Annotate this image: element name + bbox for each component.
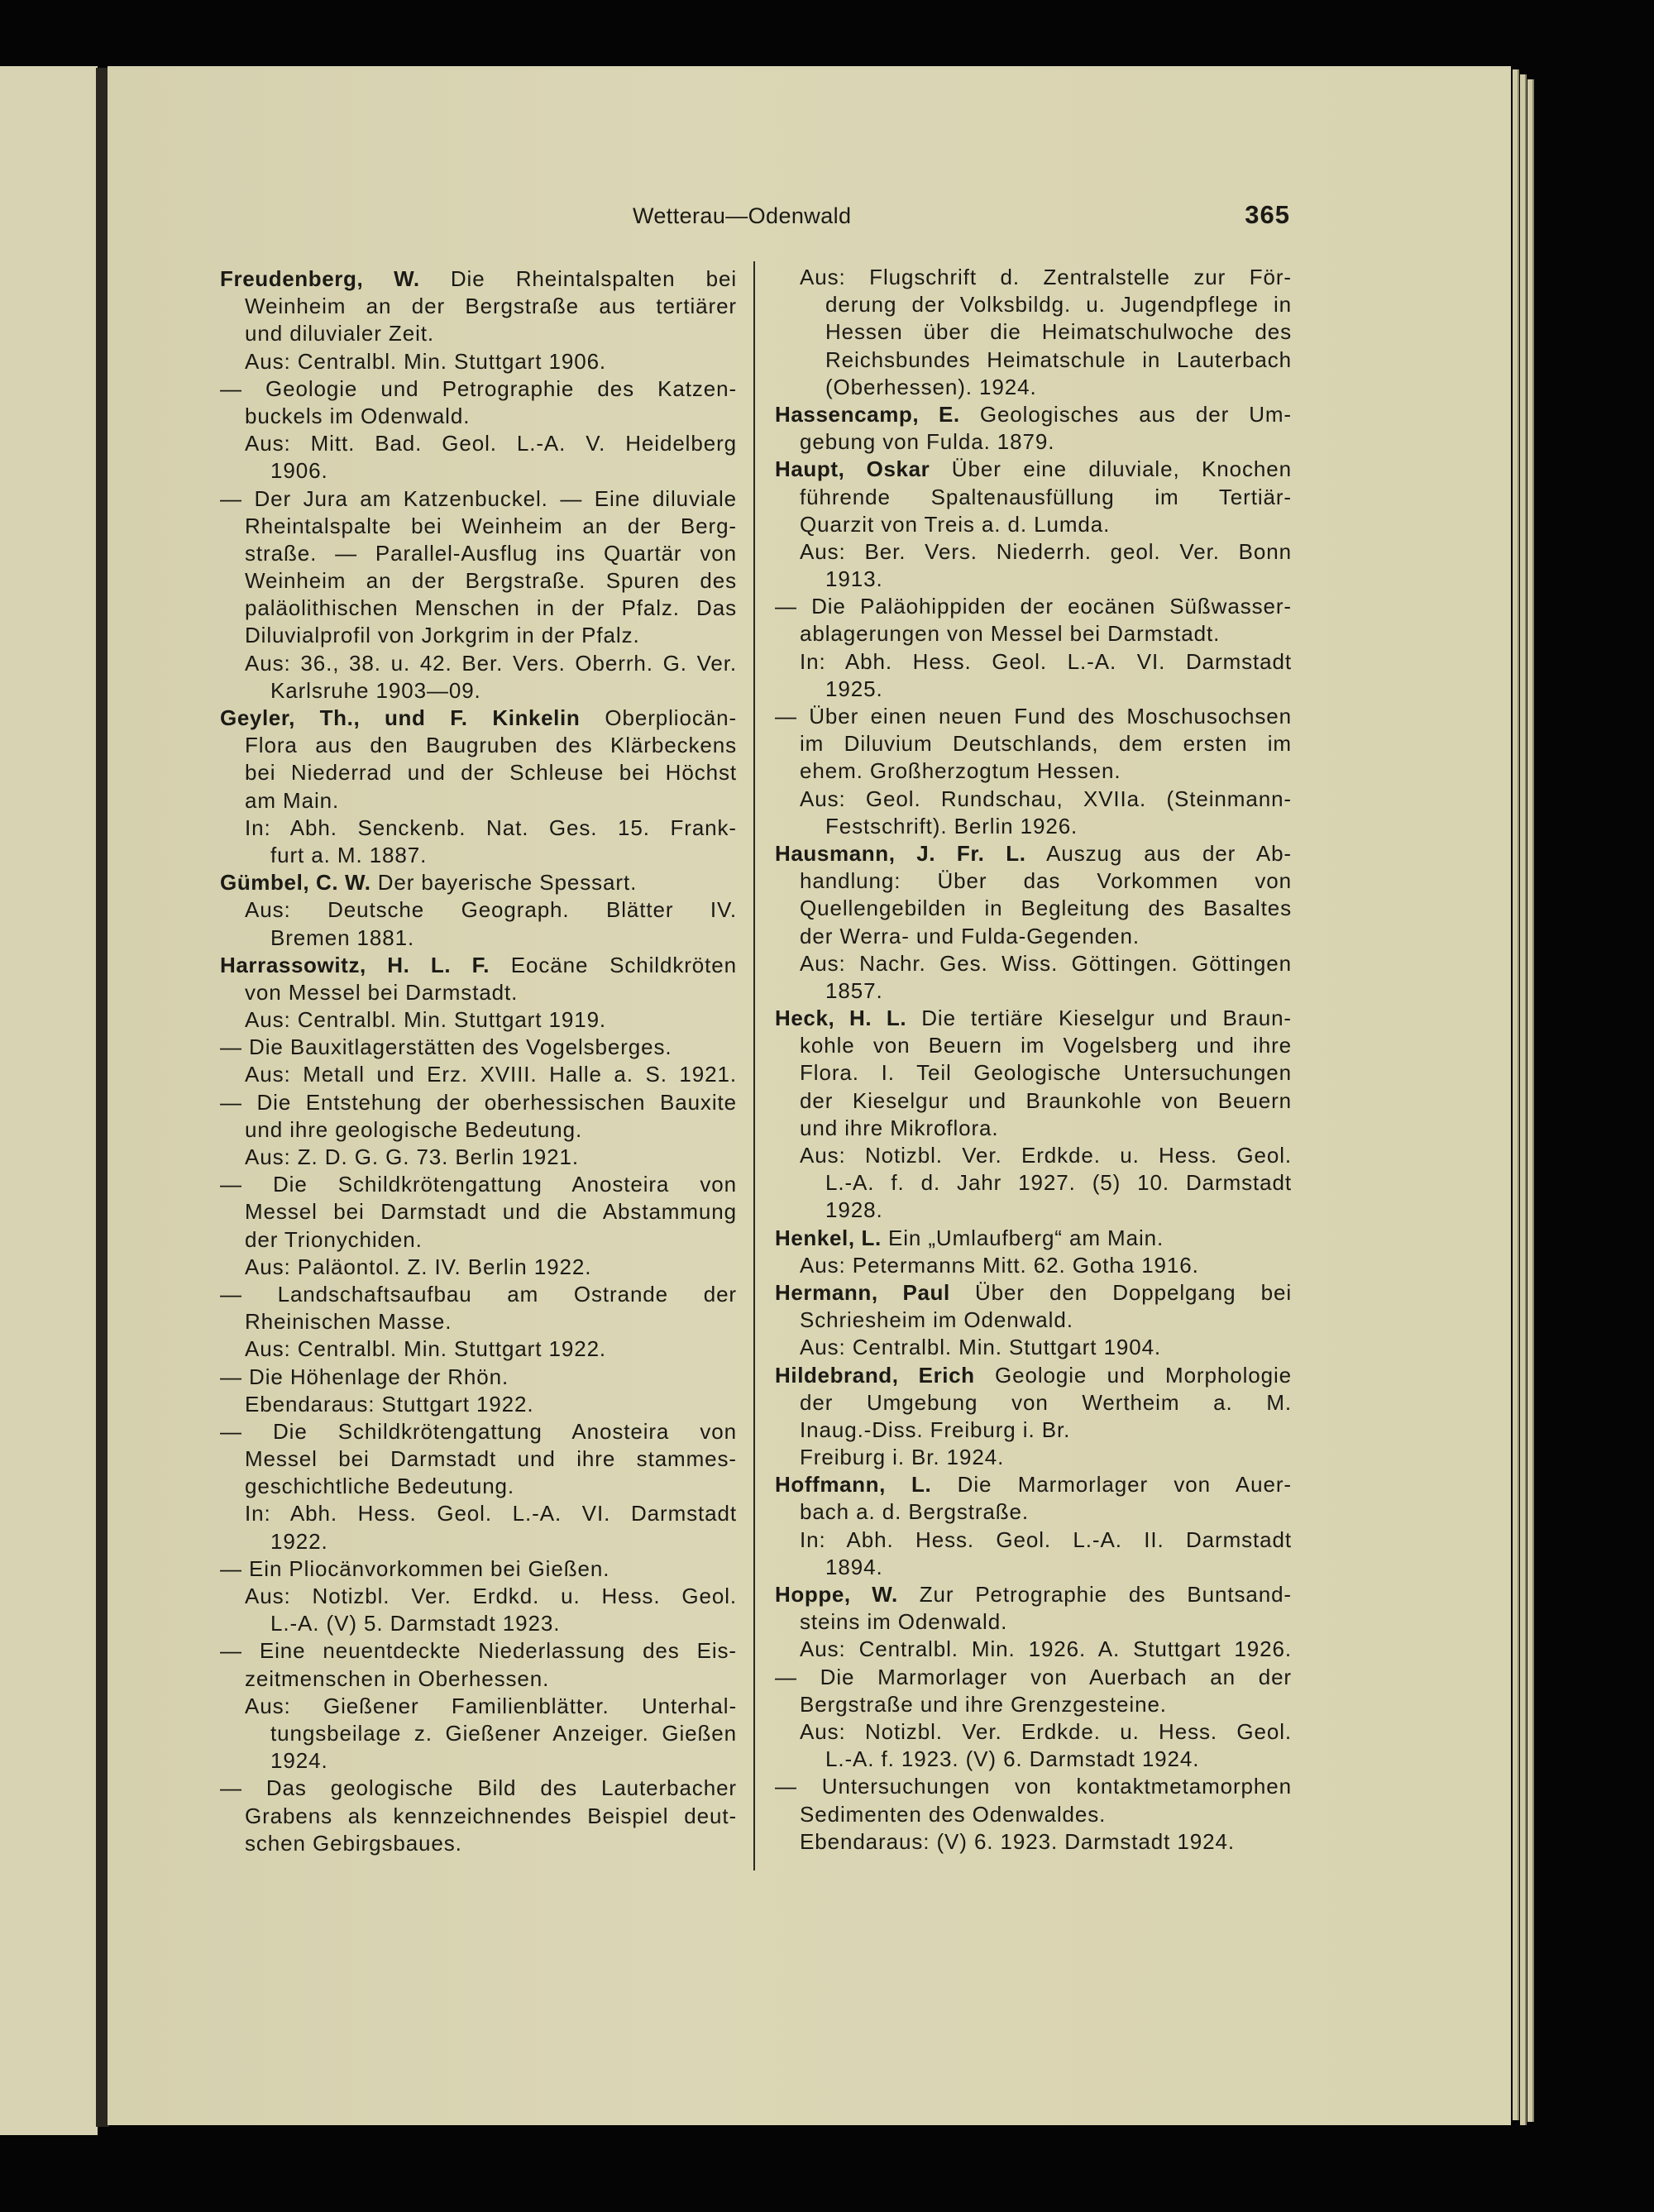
entry-text: Aus: Notizbl. Ver. Erdkd. u. Hess. Geol. xyxy=(245,1584,737,1608)
bibliography-continuation-line xyxy=(775,786,1292,813)
bibliography-entry-line xyxy=(775,703,1292,730)
bibliography-continuation-line xyxy=(220,1473,737,1500)
entry-text: bei Niederrad und der Schleuse bei Höchst xyxy=(245,760,737,786)
entry-text: geschichtliche Bedeutung. xyxy=(245,1474,515,1499)
entry-text: Aus: Centralbl. Min. Stuttgart 1906. xyxy=(245,348,607,374)
entry-text: ablagerungen von Messel bei Darmstadt. xyxy=(800,621,1221,647)
bibliography-continuation-line xyxy=(775,977,1292,1005)
bibliography-continuation-line xyxy=(775,1498,1292,1526)
bibliography-continuation-line xyxy=(220,1747,737,1775)
bibliography-continuation-line xyxy=(220,1144,737,1171)
entry-text: Flora. I. Teil Geologische Untersuchungen xyxy=(800,1060,1292,1086)
entry-text: Aus: Ber. Vers. Niederrh. geol. Ver. Bonn xyxy=(800,538,1292,564)
page-stack-edge xyxy=(1520,74,1527,2125)
entry-text: am Main. xyxy=(245,787,340,813)
bibliography-entry-line xyxy=(220,1364,737,1391)
entry-text: ehem. Großherzogtum Hessen. xyxy=(800,758,1121,784)
bibliography-continuation-line xyxy=(775,1526,1292,1554)
entry-text: straße. — Parallel-Ausflug ins Quartär von xyxy=(245,540,737,566)
author-name: Hausmann, J. Fr. L. xyxy=(775,840,1026,866)
entry-text: schen Gebirgsbaues. xyxy=(245,1830,462,1856)
entry-text: Diluvialprofil von Jorkgrim in der Pfalz. xyxy=(245,623,640,648)
bibliography-entry-line xyxy=(775,1581,1292,1608)
bibliography-continuation-line xyxy=(775,1032,1292,1059)
entry-text: Aus: Centralbl. Min. Stuttgart 1904. xyxy=(800,1335,1162,1360)
author-name: Henkel, L. xyxy=(775,1225,882,1250)
bibliography-continuation-line xyxy=(775,1307,1292,1334)
entry-text: L.-A. f. 1923. (V) 6. Darmstadt 1924. xyxy=(825,1746,1200,1772)
entry-text: — Untersuchungen von kontaktmetamorphen xyxy=(775,1774,1292,1799)
bibliography-continuation-line xyxy=(220,348,737,375)
entry-text: 1925. xyxy=(825,676,883,701)
bibliography-entry-line xyxy=(220,1171,737,1198)
entry-text: und ihre Mikroflora. xyxy=(800,1115,999,1140)
right-column xyxy=(775,264,1292,1856)
entry-text: Ebendaraus: (V) 6. 1923. Darmstadt 1924. xyxy=(800,1828,1235,1854)
entry-text: 1894. xyxy=(825,1554,883,1579)
author-name: Hermann, Paul xyxy=(775,1279,950,1305)
bibliography-continuation-line xyxy=(220,677,737,705)
bibliography-continuation-line xyxy=(775,867,1292,895)
entry-text: Weinheim an der Bergstraße. Spuren des xyxy=(245,568,737,594)
entry-text: Flora aus den Baugruben des Klärbeckens xyxy=(245,733,737,758)
bibliography-entry-line xyxy=(220,485,737,513)
bibliography-continuation-line xyxy=(775,950,1292,977)
bibliography-continuation-line xyxy=(220,540,737,567)
entry-text: furt a. M. 1887. xyxy=(270,842,428,867)
entry-text: Freiburg i. Br. 1924. xyxy=(800,1445,1005,1470)
bibliography-continuation-line xyxy=(220,1500,737,1527)
entry-text: Aus: 36., 38. u. 42. Ber. Vers. Oberrh. G. Ver. xyxy=(245,650,737,676)
bibliography-entry-line xyxy=(220,1089,737,1116)
bibliography-continuation-line xyxy=(220,403,737,430)
entry-text: buckels im Odenwald. xyxy=(245,403,471,428)
bibliography-continuation-line xyxy=(775,1142,1292,1169)
bibliography-continuation-line xyxy=(220,1665,737,1693)
bibliography-entry-line xyxy=(220,1034,737,1061)
entry-text: 1857. xyxy=(825,977,883,1003)
entry-text: Rheintalspalte bei Weinheim an der Berg- xyxy=(245,513,737,538)
entry-text: Reichsbundes Heimatschule in Lauterbach xyxy=(825,346,1292,372)
bibliography-continuation-line xyxy=(220,1391,737,1418)
author-name: Geyler, Th., und F. Kinkelin xyxy=(220,705,581,730)
entry-text: In: Abh. Hess. Geol. L.-A. VI. Darmstadt xyxy=(245,1501,737,1526)
author-name: Freudenberg, W. xyxy=(220,266,420,291)
entry-text: zeitmenschen in Oberhessen. xyxy=(245,1665,550,1691)
bibliography-continuation-line xyxy=(220,457,737,485)
entry-text: Aus: Petermanns Mitt. 62. Gotha 1916. xyxy=(800,1252,1199,1278)
bibliography-continuation-line xyxy=(220,1226,737,1254)
bibliography-continuation-line xyxy=(220,1116,737,1144)
bibliography-continuation-line xyxy=(220,1254,737,1281)
bibliography-entry-line xyxy=(220,1555,737,1583)
entry-text: Schriesheim im Odenwald. xyxy=(800,1307,1073,1333)
bibliography-continuation-line xyxy=(220,979,737,1006)
entry-text: Sedimenten des Odenwaldes. xyxy=(800,1801,1107,1827)
bibliography-continuation-line xyxy=(775,1115,1292,1142)
bibliography-entry-line xyxy=(775,1773,1292,1800)
entry-text: Bergstraße und ihre Grenzgesteine. xyxy=(800,1691,1167,1717)
bibliography-continuation-line xyxy=(220,787,737,815)
entry-text: Inaug.-Diss. Freiburg i. Br. xyxy=(800,1417,1071,1442)
bibliography-continuation-line xyxy=(775,538,1292,566)
entry-text: gebung von Fulda. 1879. xyxy=(800,429,1055,455)
entry-text: derung der Volksbildg. u. Jugendpflege in xyxy=(825,292,1292,318)
entry-text: und ihre geologische Bedeutung. xyxy=(245,1116,583,1142)
bibliography-entry-line xyxy=(775,1362,1292,1389)
entry-text: der Kieselgur und Braunkohle von Beuern xyxy=(800,1087,1292,1113)
entry-text: L.-A. f. d. Jahr 1927. (5) 10. Darmstadt xyxy=(825,1170,1292,1196)
entry-text: — Ein Pliocänvorkommen bei Gießen. xyxy=(220,1555,610,1581)
entry-text: — Die Bauxitlagerstätten des Vogelsberges. xyxy=(220,1034,672,1060)
bibliography-continuation-line xyxy=(220,759,737,786)
bibliography-continuation-line xyxy=(775,318,1292,346)
bibliography-continuation-line xyxy=(775,1334,1292,1361)
bibliography-continuation-line xyxy=(775,1389,1292,1417)
author-name: Hoppe, W. xyxy=(775,1582,898,1607)
bibliography-continuation-line xyxy=(220,1693,737,1720)
entry-text: — Landschaftsaufbau am Ostrande der xyxy=(220,1281,737,1307)
bibliography-continuation-line xyxy=(220,732,737,759)
bibliography-entry-line xyxy=(220,705,737,732)
bibliography-continuation-line xyxy=(775,1197,1292,1224)
entry-text: Über eine diluviale, Knochen xyxy=(930,456,1292,482)
entry-text: Messel bei Darmstadt und ihre stammes- xyxy=(245,1446,737,1472)
entry-text: Aus: Gießener Familienblätter. Unterhal- xyxy=(245,1693,737,1718)
entry-text: — Die Schildkrötengattung Anosteira von xyxy=(220,1418,737,1444)
entry-text: bach a. d. Bergstraße. xyxy=(800,1499,1030,1525)
bibliography-continuation-line xyxy=(220,1720,737,1747)
bibliography-entry-line xyxy=(220,1418,737,1445)
entry-text: Aus: Metall und Erz. XVIII. Halle a. S. 1921. xyxy=(245,1062,737,1087)
bibliography-continuation-line xyxy=(220,815,737,842)
entry-text: Aus: Notizbl. Ver. Erdkde. u. Hess. Geol. xyxy=(800,1143,1292,1168)
bibliography-continuation-line xyxy=(775,1169,1292,1197)
entry-text: Aus: Geol. Rundschau, XVIIa. (Steinmann- xyxy=(800,786,1292,811)
bibliography-continuation-line xyxy=(220,513,737,540)
entry-text: handlung: Über das Vorkommen von xyxy=(800,868,1292,894)
entry-text: In: Abh. Senckenb. Nat. Ges. 15. Frank- xyxy=(245,815,737,840)
entry-text: der Umgebung von Wertheim a. M. xyxy=(800,1389,1292,1415)
entry-text: Aus: Deutsche Geograph. Blätter IV. xyxy=(245,897,737,923)
entry-text: im Diluvium Deutschlands, dem ersten im xyxy=(800,731,1292,757)
bibliography-continuation-line xyxy=(775,428,1292,456)
entry-text: — Der Jura am Katzenbuckel. — Eine diluviale xyxy=(220,485,737,511)
entry-text: 1924. xyxy=(270,1748,328,1774)
entry-text: Auszug aus der Ab- xyxy=(1025,840,1292,866)
bibliography-entry-line xyxy=(775,1664,1292,1691)
entry-text: Geologie und Morphologie xyxy=(974,1362,1292,1388)
bibliography-continuation-line xyxy=(220,430,737,457)
entry-text: Ein „Umlaufberg“ am Main. xyxy=(881,1225,1164,1250)
bibliography-continuation-line xyxy=(220,1803,737,1830)
bibliography-continuation-line xyxy=(220,1198,737,1225)
bibliography-continuation-line xyxy=(220,1335,737,1363)
entry-text: — Die Paläohippiden der eocänen Süßwasser- xyxy=(775,594,1292,619)
bibliography-entry-line xyxy=(775,1279,1292,1307)
bibliography-continuation-line xyxy=(220,924,737,952)
running-header: Wetterau—Odenwald xyxy=(633,203,852,228)
bibliography-continuation-line xyxy=(775,264,1292,291)
bibliography-continuation-line xyxy=(775,1608,1292,1636)
entry-text: — Eine neuentdeckte Niederlassung des Eis- xyxy=(220,1638,737,1664)
bibliography-continuation-line xyxy=(775,1252,1292,1279)
bibliography-continuation-line xyxy=(775,1417,1292,1444)
bibliography-continuation-line xyxy=(775,730,1292,757)
bibliography-entry-line xyxy=(775,456,1292,483)
author-name: Harrassowitz, H. L. F. xyxy=(220,952,490,977)
bibliography-continuation-line xyxy=(775,566,1292,593)
entry-text: Bremen 1881. xyxy=(270,924,415,950)
entry-text: 1922. xyxy=(270,1528,328,1554)
author-name: Hildebrand, Erich xyxy=(775,1362,975,1388)
bibliography-continuation-line xyxy=(775,1636,1292,1663)
bibliography-continuation-line xyxy=(775,895,1292,922)
page-stack-edge xyxy=(1513,69,1519,2120)
bibliography-continuation-line xyxy=(220,1610,737,1637)
bibliography-continuation-line xyxy=(775,648,1292,676)
bibliography-continuation-line xyxy=(775,374,1292,401)
bibliography-continuation-line xyxy=(220,650,737,677)
bibliography-continuation-line xyxy=(775,1554,1292,1581)
entry-text: Aus: Notizbl. Ver. Erdkde. u. Hess. Geol. xyxy=(800,1718,1292,1744)
page-stack-edge xyxy=(1527,79,1534,2122)
entry-text: Aus: Centralbl. Min. Stuttgart 1919. xyxy=(245,1007,607,1033)
entry-text: Zur Petrographie des Buntsand- xyxy=(897,1582,1292,1607)
entry-text: Festschrift). Berlin 1926. xyxy=(825,813,1078,838)
bibliography-entry-line xyxy=(775,401,1292,428)
bibliography-continuation-line xyxy=(775,1691,1292,1718)
entry-text: L.-A. (V) 5. Darmstadt 1923. xyxy=(270,1611,561,1636)
bibliography-entry-line xyxy=(220,1775,737,1802)
entry-text: Eocäne Schildkröten xyxy=(490,952,737,977)
entry-text: paläolithischen Menschen in der Pfalz. Das xyxy=(245,595,737,621)
entry-text: In: Abh. Hess. Geol. L.-A. II. Darmstadt xyxy=(800,1526,1292,1552)
bibliography-entry-line xyxy=(220,265,737,293)
entry-text: der Werra- und Fulda-Gegenden. xyxy=(800,923,1140,948)
bibliography-continuation-line xyxy=(775,923,1292,950)
column-divider xyxy=(753,261,755,1870)
bibliography-continuation-line xyxy=(775,676,1292,703)
bibliography-continuation-line xyxy=(775,1828,1292,1856)
bibliography-continuation-line xyxy=(220,1528,737,1555)
bibliography-continuation-line xyxy=(220,567,737,595)
entry-text: Hessen über die Heimatschulwoche des xyxy=(825,319,1292,345)
entry-text: (Oberhessen). 1924. xyxy=(825,374,1037,399)
author-name: Gümbel, C. W. xyxy=(220,870,371,896)
bibliography-continuation-line xyxy=(775,346,1292,374)
bibliography-continuation-line xyxy=(220,622,737,649)
entry-text: und diluvialer Zeit. xyxy=(245,321,434,346)
entry-text: Grabens als kennzeichnendes Beispiel deut- xyxy=(245,1803,737,1828)
author-name: Haupt, Oskar xyxy=(775,456,930,482)
bibliography-continuation-line xyxy=(775,813,1292,840)
bibliography-entry-line xyxy=(220,952,737,979)
bibliography-continuation-line xyxy=(775,1087,1292,1115)
bibliography-continuation-line xyxy=(775,1746,1292,1773)
entry-text: 1928. xyxy=(825,1197,883,1223)
bibliography-continuation-line xyxy=(220,320,737,347)
entry-text: Aus: Mitt. Bad. Geol. L.-A. V. Heidelberg xyxy=(245,431,737,456)
bibliography-continuation-line xyxy=(775,1444,1292,1471)
bibliography-continuation-line xyxy=(775,1718,1292,1746)
bibliography-continuation-line xyxy=(220,1308,737,1335)
entry-text: — Die Entstehung der oberhessischen Bauxite xyxy=(220,1089,737,1115)
entry-text: Aus: Z. D. G. G. 73. Berlin 1921. xyxy=(245,1144,579,1169)
bibliography-continuation-line xyxy=(220,1061,737,1088)
entry-text: Weinheim an der Bergstraße aus tertiärer xyxy=(245,294,737,319)
page-number: 365 xyxy=(1245,200,1290,229)
entry-text: Die Marmorlager von Auer- xyxy=(931,1472,1292,1498)
entry-text: Über den Doppelgang bei xyxy=(949,1279,1292,1305)
bibliography-continuation-line xyxy=(220,595,737,622)
entry-text: 1913. xyxy=(825,566,883,592)
entry-text: Quellengebilden in Begleitung des Basaltes xyxy=(800,896,1292,921)
author-name: Heck, H. L. xyxy=(775,1006,907,1031)
entry-text: Aus: Centralbl. Min. 1926. A. Stuttgart 1926. xyxy=(800,1636,1292,1662)
bibliography-entry-line xyxy=(775,1225,1292,1252)
entry-text: Ebendaraus: Stuttgart 1922. xyxy=(245,1391,534,1417)
entry-text: Quarzit von Treis a. d. Lumda. xyxy=(800,511,1111,537)
bibliography-continuation-line xyxy=(220,1445,737,1473)
bibliography-continuation-line xyxy=(220,896,737,924)
entry-text: Die tertiäre Kieselgur und Braun- xyxy=(906,1006,1292,1031)
entry-text: tungsbeilage z. Gießener Anzeiger. Gießen xyxy=(270,1720,737,1746)
entry-text: der Trionychiden. xyxy=(245,1226,423,1252)
bibliography-entry-line xyxy=(775,1005,1292,1032)
bibliography-continuation-line xyxy=(220,293,737,320)
bibliography-entry-line xyxy=(220,1637,737,1665)
entry-text: führende Spaltenausfüllung im Tertiär- xyxy=(800,484,1292,509)
bibliography-continuation-line xyxy=(775,484,1292,511)
entry-text: Geologisches aus der Um- xyxy=(959,401,1292,427)
bibliography-continuation-line xyxy=(775,511,1292,538)
entry-text: kohle von Beuern im Vogelsberg und ihre xyxy=(800,1033,1292,1058)
entry-text: — Geologie und Petrographie des Katzen- xyxy=(220,375,737,401)
entry-text: — Das geologische Bild des Lauterbacher xyxy=(220,1775,737,1801)
entry-text: Aus: Centralbl. Min. Stuttgart 1922. xyxy=(245,1336,607,1362)
entry-text: Aus: Flugschrift d. Zentralstelle zur För- xyxy=(800,265,1292,289)
author-name: Hoffmann, L. xyxy=(775,1472,932,1498)
entry-text: Aus: Paläontol. Z. IV. Berlin 1922. xyxy=(245,1254,592,1279)
entry-text: — Über einen neuen Fund des Moschusochsen xyxy=(775,704,1292,729)
entry-text: von Messel bei Darmstadt. xyxy=(245,979,519,1005)
left-column xyxy=(220,265,737,1857)
entry-text: — Die Marmorlager von Auerbach an der xyxy=(775,1664,1292,1689)
bibliography-entry-line xyxy=(775,1471,1292,1498)
entry-text: In: Abh. Hess. Geol. L.-A. VI. Darmstadt xyxy=(800,648,1292,674)
entry-text: 1906. xyxy=(270,458,328,484)
entry-text: Der bayerische Spessart. xyxy=(370,870,638,896)
entry-text: — Die Schildkrötengattung Anosteira von xyxy=(220,1172,737,1197)
author-name: Hassencamp, E. xyxy=(775,401,960,427)
bibliography-continuation-line xyxy=(220,1830,737,1857)
bibliography-continuation-line xyxy=(775,757,1292,785)
bibliography-continuation-line xyxy=(775,1801,1292,1828)
bibliography-continuation-line xyxy=(220,842,737,869)
bibliography-entry-line xyxy=(220,375,737,403)
entry-text: Rheinischen Masse. xyxy=(245,1309,452,1335)
bibliography-entry-line xyxy=(220,869,737,896)
entry-text: — Die Höhenlage der Rhön. xyxy=(220,1364,509,1389)
entry-text: Karlsruhe 1903—09. xyxy=(270,677,481,703)
bibliography-continuation-line xyxy=(220,1583,737,1610)
entry-text: Die Rheintalspalten bei xyxy=(419,266,738,291)
bibliography-entry-line xyxy=(775,840,1292,867)
entry-text: steins im Odenwald. xyxy=(800,1609,1008,1635)
bibliography-continuation-line xyxy=(775,291,1292,318)
facing-page-edge xyxy=(0,66,98,2135)
entry-text: Aus: Nachr. Ges. Wiss. Göttingen. Göttingen xyxy=(800,950,1292,976)
bibliography-continuation-line xyxy=(775,1059,1292,1087)
bibliography-continuation-line xyxy=(775,620,1292,647)
bibliography-entry-line xyxy=(220,1281,737,1308)
entry-text: Oberpliocän- xyxy=(580,705,738,730)
bibliography-entry-line xyxy=(775,593,1292,620)
bibliography-continuation-line xyxy=(220,1006,737,1034)
entry-text: Messel bei Darmstadt und die Abstammung xyxy=(245,1199,737,1225)
